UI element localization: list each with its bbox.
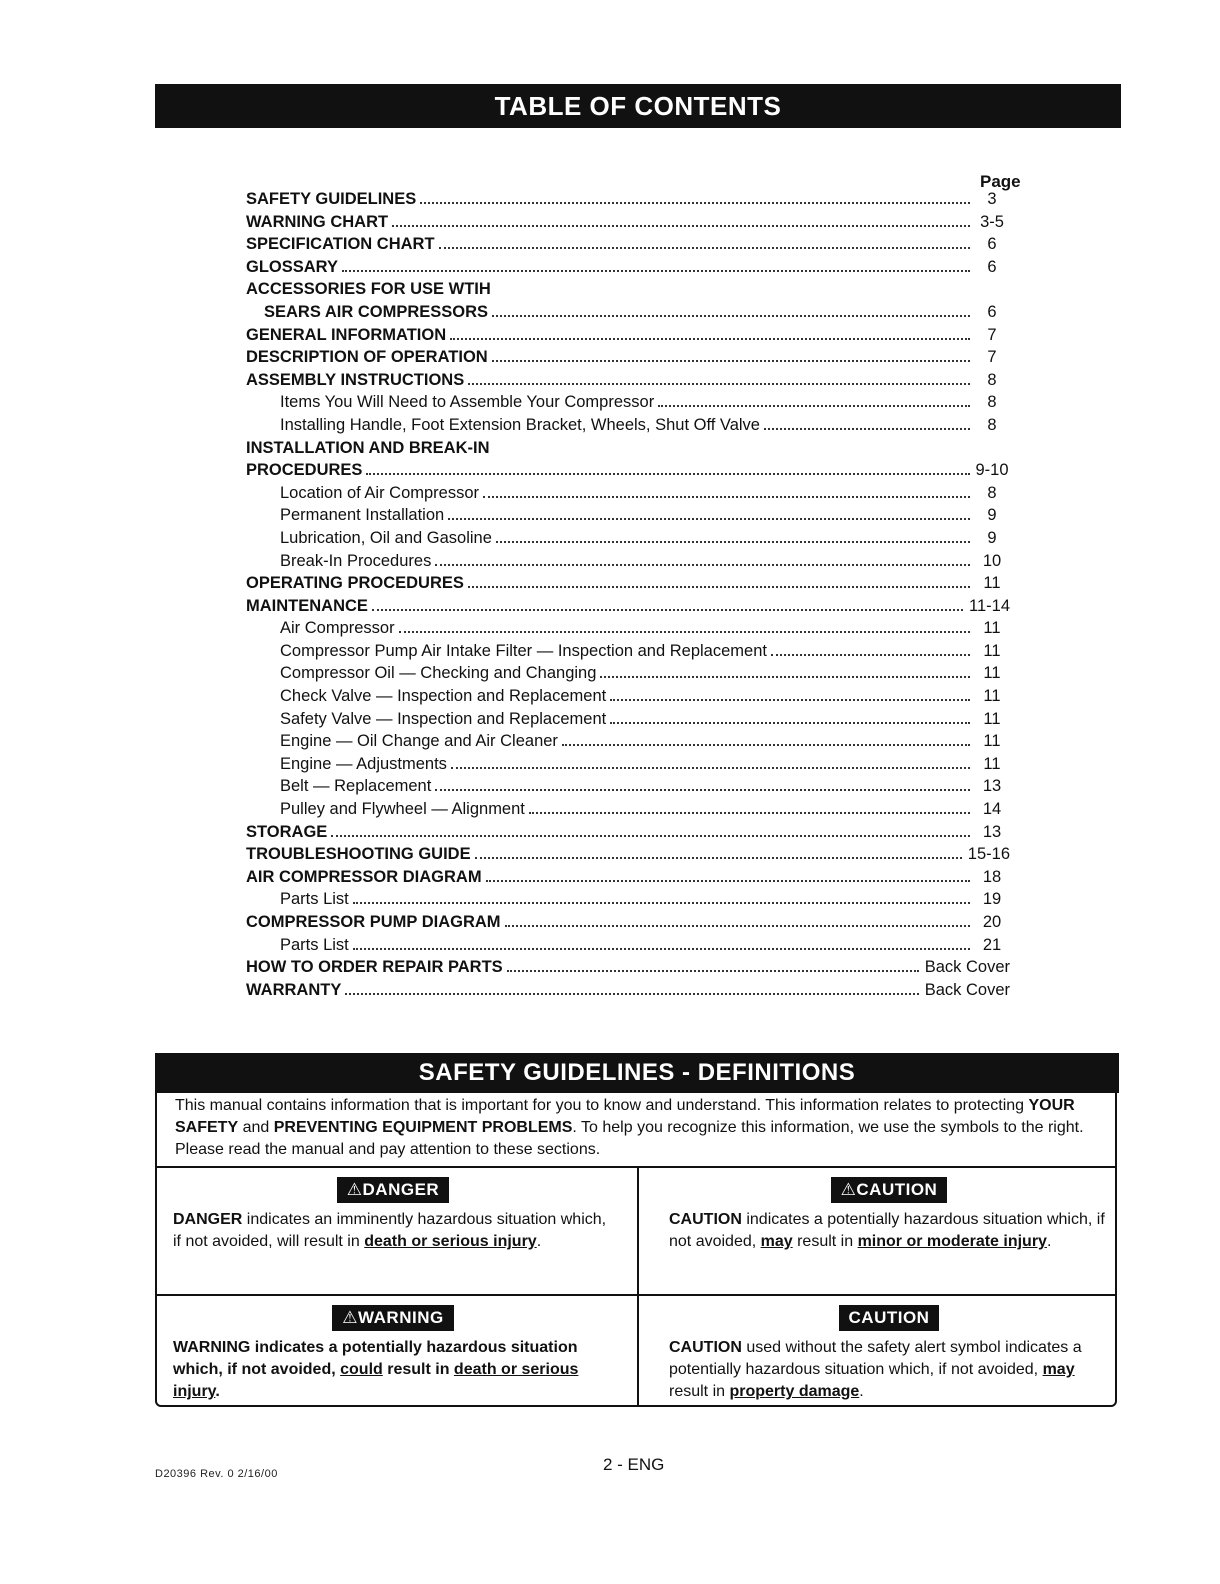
- caution-plain-lead: CAUTION: [669, 1339, 742, 1356]
- caution-plain-mid: result in: [669, 1383, 730, 1400]
- toc-entry-page: 14: [982, 800, 1002, 819]
- caution-plain-text: used without the safety alert symbol indicates a potentially hazardous situation which, if not avoided,: [669, 1339, 1082, 1378]
- caution-text: indicates a potentially hazardous situation which, if not avoided,: [669, 1211, 1105, 1250]
- toc-entry-label: Check Valve — Inspection and Replacement: [280, 687, 607, 706]
- caution-badge: ⚠CAUTION: [831, 1177, 948, 1203]
- toc-entry: [246, 866, 1010, 889]
- danger-badge: ⚠DANGER: [337, 1177, 449, 1203]
- warning-emphasis-2: death or serious injury: [173, 1361, 579, 1400]
- toc-entry-label: MAINTENANCE: [246, 596, 368, 615]
- toc-entry-label: Pulley and Flywheel — Alignment: [280, 800, 525, 819]
- caution-emphasis-2: minor or moderate injury: [857, 1233, 1047, 1250]
- toc-entry: [246, 527, 1010, 550]
- toc-entry-label: Items You Will Need to Assemble Your Compressor: [280, 393, 655, 412]
- danger-definition: [173, 1177, 613, 1253]
- intro-text-3: . To help you recognize this information, we use the symbols to the right. Please read the manual and pay attention to these sections.: [175, 1119, 1084, 1158]
- toc-entry-label: Safety Valve — Inspection and Replacement: [280, 709, 607, 728]
- toc-entry: [246, 956, 1010, 979]
- danger-lead: DANGER: [173, 1211, 243, 1228]
- dot-leader: [439, 246, 970, 249]
- toc-entry-label: GENERAL INFORMATION: [246, 325, 447, 344]
- toc-entry-label: OPERATING PROCEDURES: [246, 574, 464, 593]
- danger-emphasis: death or serious injury: [364, 1233, 537, 1250]
- toc-entry-label: Installing Handle, Foot Extension Bracket, Wheels, Shut Off Valve: [280, 415, 760, 434]
- toc-entry-page: 11: [983, 641, 1001, 660]
- safety-definitions-box: [155, 1053, 1117, 1407]
- dot-leader: [353, 947, 970, 950]
- caution-emphasis-1: may: [760, 1233, 793, 1250]
- toc-page-column-header: Page: [980, 172, 1021, 191]
- toc-entry-page: 7: [987, 348, 997, 367]
- toc-entry: [246, 211, 1010, 234]
- dot-leader: [353, 901, 970, 904]
- toc-entry-label: Permanent Installation: [280, 506, 445, 525]
- toc-entry: [246, 459, 1010, 482]
- toc-entry-label: WARNING CHART: [246, 212, 389, 231]
- toc-entry-page: 11: [983, 574, 1001, 593]
- warning-mid: result in: [382, 1361, 454, 1378]
- caution-end: .: [1046, 1233, 1052, 1250]
- toc-entry: [246, 888, 1010, 911]
- dot-leader: [450, 337, 970, 340]
- toc-entry-label: Break-In Procedures: [280, 551, 432, 570]
- dot-leader: [372, 608, 963, 611]
- dot-leader: [468, 585, 970, 588]
- intro-text-1: This manual contains information that is important for you to know and understand. This information relates to protecting: [175, 1097, 1029, 1114]
- toc-entry: [246, 617, 1010, 640]
- toc-entry-label: TROUBLESHOOTING GUIDE: [246, 845, 471, 864]
- warning-end: .: [215, 1383, 220, 1400]
- toc-entry: [246, 595, 1010, 618]
- toc-entry: [246, 843, 1010, 866]
- toc-entry-page: 11: [983, 754, 1001, 773]
- dot-leader: [496, 540, 970, 543]
- toc-entry-page: 3-5: [980, 212, 1004, 231]
- dot-leader: [610, 721, 970, 724]
- toc-entry-label: WARRANTY: [246, 980, 342, 999]
- caution-plain-badge: CAUTION: [839, 1305, 940, 1331]
- toc-entry-label: Belt — Replacement: [280, 777, 432, 796]
- toc-entry-page: Back Cover: [924, 980, 1010, 999]
- toc-entry-page: 9: [987, 506, 997, 525]
- safety-title: SAFETY GUIDELINES - DEFINITIONS: [418, 1059, 856, 1086]
- toc-entry-label: SEARS AIR COMPRESSORS: [264, 302, 489, 321]
- toc-entry-label: HOW TO ORDER REPAIR PARTS: [246, 958, 503, 977]
- divider-horizontal-1: [157, 1166, 1115, 1168]
- toc-entry: [246, 775, 1010, 798]
- toc-entry: [246, 662, 1010, 685]
- toc-entry-page: 10: [982, 551, 1002, 570]
- dot-leader: [771, 653, 970, 656]
- toc-entry: [246, 504, 1010, 527]
- toc-entry: [246, 753, 1010, 776]
- toc-entry-page: Back Cover: [924, 958, 1010, 977]
- safety-intro: [175, 1095, 1103, 1161]
- toc-entry: [246, 482, 1010, 505]
- toc-entry: [246, 708, 1010, 731]
- toc-entry-label: PROCEDURES: [246, 461, 363, 480]
- toc-entry-page: 11: [983, 664, 1001, 683]
- dot-leader: [342, 269, 970, 272]
- toc-title: TABLE OF CONTENTS: [494, 91, 782, 121]
- dot-leader: [399, 630, 970, 633]
- toc-entry-page: 11: [983, 732, 1001, 751]
- dot-leader: [420, 201, 970, 204]
- toc-entry: [246, 979, 1010, 1002]
- danger-end: .: [536, 1233, 542, 1250]
- toc-entry: [246, 550, 1010, 573]
- toc-entry-label: GLOSSARY: [246, 257, 338, 276]
- toc-entry-label: STORAGE: [246, 822, 328, 841]
- caution-plain-definition: [669, 1305, 1109, 1403]
- toc-entry-page: 15-16: [967, 845, 1010, 864]
- toc-entry-page: 9-10: [975, 461, 1009, 480]
- dot-leader: [468, 382, 970, 385]
- toc-entry-label: INSTALLATION AND BREAK-IN: [246, 438, 490, 457]
- toc-entry-page: 11: [983, 709, 1001, 728]
- toc-entry-page: 20: [982, 913, 1002, 931]
- dot-leader: [505, 924, 970, 927]
- dot-leader: [492, 359, 970, 362]
- dot-leader: [392, 224, 970, 227]
- dot-leader: [495, 293, 970, 294]
- toc-entry: [246, 821, 1010, 844]
- toc-entry: [246, 369, 1010, 392]
- toc-entry: [246, 256, 1010, 279]
- intro-bold-1: YOUR SAFETY: [175, 1097, 1075, 1136]
- toc-entry-label: Compressor Oil — Checking and Changing: [280, 664, 597, 683]
- toc-entry-page: 8: [987, 415, 997, 434]
- toc-entry-page: 11: [983, 687, 1001, 706]
- intro-text-2: and: [238, 1119, 274, 1136]
- toc-entry-page: 18: [982, 867, 1002, 886]
- toc-entry-label: Engine — Oil Change and Air Cleaner: [280, 732, 558, 751]
- toc-entry-page: 8: [987, 370, 997, 389]
- dot-leader: [451, 766, 970, 769]
- toc-entry-page: 8: [987, 393, 997, 412]
- caution-plain-emphasis-2: property damage: [729, 1383, 860, 1400]
- dot-leader: [610, 698, 970, 701]
- toc-entry-label: SAFETY GUIDELINES: [246, 190, 417, 208]
- warning-text: WARNING indicates a potentially hazardous situation which, if not avoided,: [173, 1339, 578, 1378]
- document-code: D20396 Rev. 0 2/16/00: [155, 1468, 278, 1480]
- toc-entry: [246, 798, 1010, 821]
- toc-entry: [246, 233, 1010, 256]
- toc-entry-label: ACCESSORIES FOR USE WTIH: [246, 280, 491, 299]
- toc-entry-label: Parts List: [280, 890, 349, 909]
- toc-entry: [246, 730, 1010, 753]
- divider-horizontal-2: [157, 1294, 1115, 1296]
- toc-entry-label: Engine — Adjustments: [280, 754, 447, 773]
- toc-entry-page: 6: [987, 302, 997, 321]
- safety-title-bar: [155, 1053, 1119, 1093]
- toc-entry-label: Parts List: [280, 935, 349, 954]
- toc-entry: [246, 640, 1010, 663]
- toc-entry: [246, 301, 1010, 324]
- dot-leader: [366, 472, 970, 475]
- toc-entry-page: 6: [987, 257, 997, 276]
- toc-entry-label: DESCRIPTION OF OPERATION: [246, 348, 488, 367]
- toc-entry-label: Air Compressor: [280, 619, 395, 638]
- dot-leader: [345, 992, 918, 995]
- toc-entry-label: ASSEMBLY INSTRUCTIONS: [246, 370, 465, 389]
- toc-entry-label: COMPRESSOR PUMP DIAGRAM: [246, 913, 501, 931]
- dot-leader: [483, 495, 970, 498]
- dot-leader: [507, 969, 919, 972]
- toc-entry: [246, 934, 1010, 957]
- toc-list: [246, 188, 1010, 1001]
- toc-entry: [246, 391, 1010, 414]
- toc-entry: [246, 437, 1010, 460]
- dot-leader: [600, 675, 970, 678]
- caution-plain-end: .: [859, 1383, 864, 1400]
- toc-entry-page: 11: [983, 619, 1001, 638]
- caution-mid: result in: [792, 1233, 858, 1250]
- dot-leader: [435, 788, 970, 791]
- dot-leader: [562, 743, 970, 746]
- caution-lead: CAUTION: [669, 1211, 742, 1228]
- toc-entry: [246, 278, 1010, 301]
- toc-entry: [246, 911, 1010, 934]
- danger-text: indicates an imminently hazardous situation which, if not avoided, will result in: [173, 1211, 607, 1250]
- toc-entry-page: 19: [982, 890, 1002, 909]
- toc-entry: [246, 414, 1010, 437]
- warning-emphasis-1: could: [340, 1361, 383, 1378]
- toc-title-bar: [155, 84, 1121, 128]
- toc-entry-page: 3: [987, 190, 997, 208]
- warning-badge: ⚠WARNING: [332, 1305, 453, 1331]
- warning-definition: [173, 1305, 613, 1403]
- dot-leader: [331, 834, 970, 837]
- toc-entry-page: 9: [987, 528, 997, 547]
- toc-entry-page: 7: [987, 325, 997, 344]
- toc-entry-page: 8: [987, 483, 997, 502]
- toc-entry-label: Location of Air Compressor: [280, 483, 480, 502]
- dot-leader: [475, 856, 962, 859]
- intro-bold-2: PREVENTING EQUIPMENT PROBLEMS: [273, 1119, 573, 1136]
- toc-entry: [246, 188, 1010, 211]
- toc-entry: [246, 572, 1010, 595]
- divider-vertical: [637, 1166, 639, 1405]
- dot-leader: [486, 879, 970, 882]
- toc-entry-page: 21: [982, 935, 1002, 954]
- toc-entry-label: Lubrication, Oil and Gasoline: [280, 528, 492, 547]
- toc-entry: [246, 685, 1010, 708]
- page-number: 2 - ENG: [603, 1455, 665, 1474]
- toc-entry-label: SPECIFICATION CHART: [246, 235, 435, 254]
- toc-entry-label: AIR COMPRESSOR DIAGRAM: [246, 867, 482, 886]
- dot-leader: [435, 563, 970, 566]
- caution-plain-emphasis-1: may: [1042, 1361, 1075, 1378]
- toc-entry-page: 6: [987, 235, 997, 254]
- toc-entry-page: 11-14: [969, 596, 1010, 615]
- dot-leader: [764, 427, 970, 430]
- dot-leader: [529, 811, 970, 814]
- toc-entry: [246, 324, 1010, 347]
- dot-leader: [494, 452, 970, 453]
- dot-leader: [492, 314, 970, 317]
- dot-leader: [658, 404, 970, 407]
- toc-entry-page: 13: [982, 777, 1002, 796]
- toc-entry: [246, 346, 1010, 369]
- dot-leader: [448, 517, 970, 520]
- toc-entry-page: 13: [982, 822, 1002, 841]
- caution-definition: [669, 1177, 1109, 1253]
- toc-entry-label: Compressor Pump Air Intake Filter — Inspection and Replacement: [280, 641, 767, 660]
